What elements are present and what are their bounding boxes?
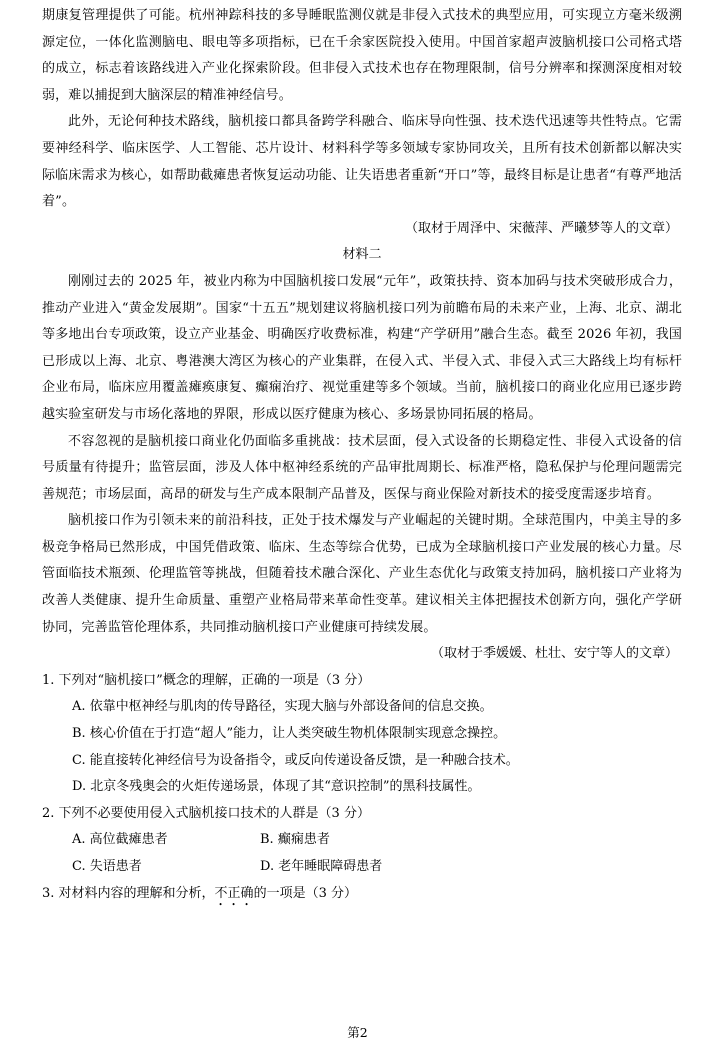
question-3-stem-before: 3. 对材料内容的理解和分析，: [42, 885, 215, 901]
document-page: [42, 3, 682, 909]
question-1-option-b: B. 核心价值在于打造“超人”能力，让人类突破生物机体限制实现意念操控。: [72, 726, 507, 742]
material2-source: （取材于季媛媛、杜壮、安宁等人的文章）: [430, 646, 678, 662]
page-number: 第2: [347, 1025, 368, 1040]
material2-heading: 材料二: [342, 247, 382, 263]
material2-paragraph-2: 不容忽视的是脑机接口商业化仍面临多重挑战：技术层面，侵入式设备的长期稳定性、非侵入式设备的信号质量有待提升；监管层面，涉及人体中枢神经系统的产品审批周期长、标准严格，隐私保护与伦理问题需完善规范；市场层面，高昂的研发与生产成本限制产品普及，医保与商业保险对新技术的接受度需逐步培育。: [42, 433, 682, 502]
question-2-options-row-2: [42, 854, 682, 881]
material2-paragraph-3: 脑机接口作为引领未来的前沿科技，正处于技术爆发与产业崛起的关键时期。全球范围内，中美主导的多极竞争格局已然形成，中国凭借政策、临床、生态等综合优势，已成为全球脑机接口产业发展的核心力量。尽管面临技术瓶颈、伦理监管等挑战，但随着技术融合深化、产业生态优化与政策支持加码，脑机接口产业将为改善人类健康、提升生命质量、重塑产业格局带来革命性变革。建议相关主体把握技术创新方向，强化产学研协同，完善监管伦理体系，共同推动脑机接口产业健康可持续发展。: [42, 513, 682, 635]
question-1-stem: 1. 下列对“脑机接口”概念的理解，正确的一项是（3 分）: [42, 672, 371, 688]
question-3-stem-emphasis: 不正确: [214, 885, 254, 901]
material1-source: （取材于周泽中、宋薇萍、严曦梦等人的文章）: [404, 220, 678, 236]
question-3-stem: [42, 881, 682, 909]
material1-paragraph-2: 此外，无论何种技术路线，脑机接口都具备跨学科融合、临床导向性强、技术迭代迅速等共性特点。它需要神经科学、临床医学、人工智能、芯片设计、材料科学等多领域专家协同攻关，且所有技术创新都以解决实际临床需求为核心，如帮助截瘫患者恢复运动功能、让失语患者重新“开口”等，最终目标是让患者“有尊严地活着”。: [42, 114, 682, 210]
question-2-option-c: C. 失语患者: [72, 859, 142, 874]
question-3-stem-after: 的一项是（3 分）: [253, 885, 357, 901]
question-2-option-d: D. 老年睡眠障碍患者: [260, 859, 383, 874]
question-2-options-row-1: [42, 827, 682, 854]
question-2-stem: 2. 下列不必要使用侵入式脑机接口技术的人群是（3 分）: [42, 805, 370, 821]
material2-paragraph-1: 刚刚过去的 2025 年，被业内称为中国脑机接口发展“元年”，政策扶持、资本加码与技术突破形成合力，推动产业进入“黄金发展期”。国家“十五五”规划建议将脑机接口列为前瞻布局的未来产业，上海、北京、湖北等多地出台专项政策，设立产业基金、明确医疗收费标准，构建“产学研用”融合生态。截至 2026 年初，我国已形成以上海、北京、粤港澳大湾区为核心的产业集群，在侵入式、半侵入式、非侵入式三大路线上均有标杆企业布局，临床应用覆盖瘫痪康复、癫痫治疗、视觉重建等多个领域。当前，脑机接口的商业化应用已逐步跨越实验室研发与市场化落地的界限，形成以医疗健康为核心、多场景协同拓展的格局。: [42, 273, 682, 422]
question-1-option-c: C. 能直接转化神经信号为设备指令，或反向传递设备反馈，是一种融合技术。: [72, 752, 519, 768]
material1-paragraph-tail: 期康复管理提供了可能。杭州神踪科技的多导睡眠监测仪就是非侵入式技术的典型应用，可实现立方毫米级溯源定位，一体化监测脑电、眼电等多项指标，已在千余家医院投入使用。中国首家超声波脑机接口公司格式塔的成立，标志着该路线进入产业化探索阶段。但非侵入式技术也存在物理限制，信号分辨率和探测深度相对较弱，难以捕捉到大脑深层的精准神经信号。: [42, 8, 682, 103]
question-2-option-a: A. 高位截瘫患者: [72, 832, 168, 848]
question-1-option-d: D. 北京冬残奥会的火炬传递场景，体现了其“意识控制”的黑科技属性。: [72, 779, 481, 795]
question-2-option-b: B. 癫痫患者: [260, 832, 330, 848]
question-1-option-a: A. 依靠中枢神经与肌肉的传导路径，实现大脑与外部设备间的信息交换。: [72, 699, 493, 715]
